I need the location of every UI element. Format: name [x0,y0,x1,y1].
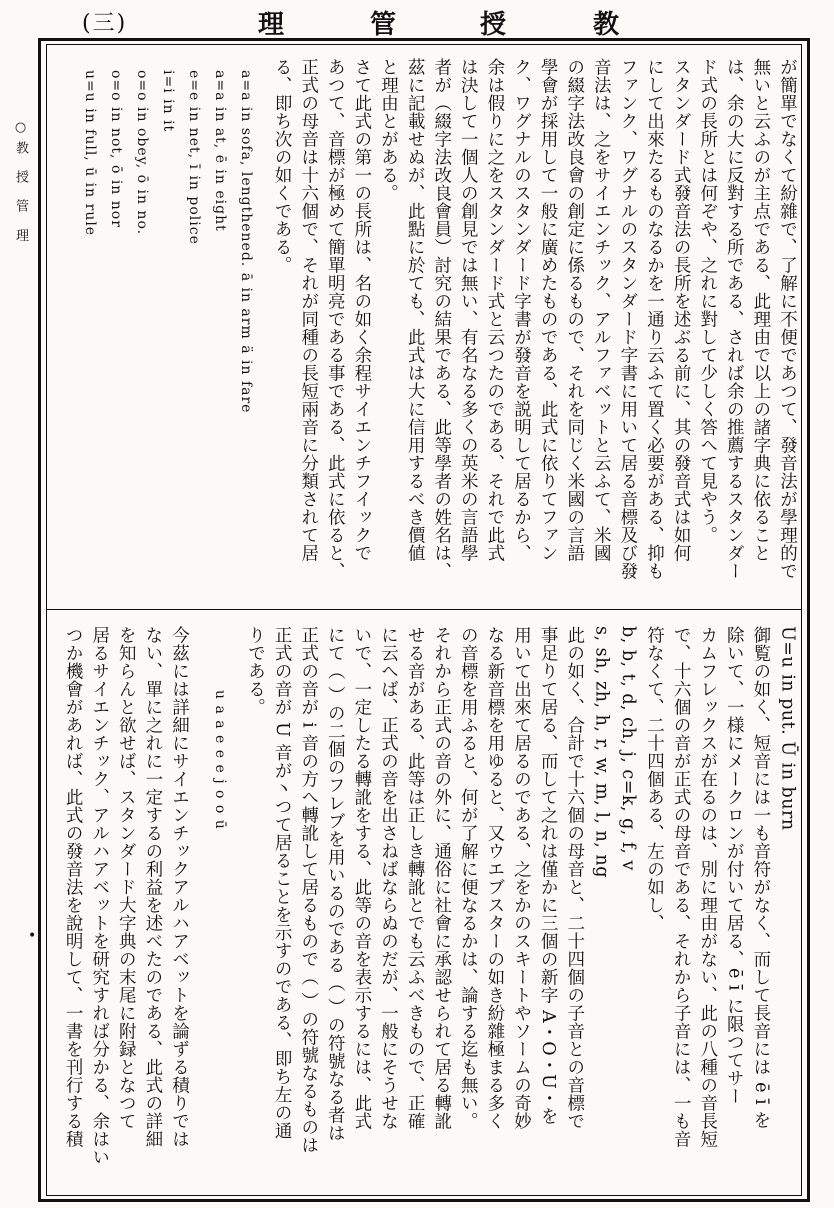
text-column: b, b, t, d, ch, j, c=k, g, f, v [617,626,638,871]
section-divider [46,609,802,610]
text-column: は決して一個人の創見では無い、有名なる多くの英米の言語學 [458,58,479,562]
text-column: i=i in it [160,70,176,133]
text-column: 用いて出來て居るのである、之をかのスキートやソームの奇妙 [511,626,532,1130]
page-header [0,0,834,40]
text-column: さて此式の第一の長所は、名の如く余程サイエンチフイックで [351,58,372,562]
text-column: 者が（綴字法改良會員）討究の結果である、此等學者の姓名は、 [431,58,452,580]
text-column: が簡單でなくて紛雜で、了解に不便であつて、發音法が學理的で [777,58,798,580]
title-char: 教 [593,10,620,40]
text-column: e=e in net, ī in police [186,70,202,245]
text-column: あつて、音標が極めて簡單明亮である事である、此式に依ると、 [325,58,346,580]
text-column: o=o in not, ō in nor [108,70,124,228]
text-column: ク、ワグナルのスタンダード字書が發音を説明して居るから、 [511,58,532,562]
title-char: 授 [480,10,507,40]
text-column: 除いて、一様にメークロンが付いて居る、ē ī に限つてサー [724,626,745,1106]
text-column: の音標を用ふると、何が了解に便なるかは、論する迄も無い。 [458,626,479,1130]
text-column: 居るサイエンチック、アルハアベットを研究すれば分かる、余はい [89,626,110,1166]
text-column: それから正式の音の外に、通俗に社會に承認せられて居る轉訛 [431,626,452,1130]
margin-dot: • [28,928,37,944]
text-column: 正式の母音は十六個で、それが同種の長短兩音に分類されて居 [298,58,319,562]
text-column: は、余の大に反對する所である、されば余の推薦するスタンダー [724,58,745,580]
text-column: せる音がある、此等は正しき轉訛とでも云ふべきもので、正確 [405,626,426,1130]
text-column: a=a in at, ē in eight [212,70,228,232]
text-column: カムフレックスが在るのは、別に理由がない、此の八種の音長短 [697,626,718,1148]
text-column: 無いと云ふのが主点である、此理由で以上の諸字典に依ること [750,58,771,562]
text-column: o=o in obey, ō in no. [134,70,150,236]
text-column: 茲に記載せぬが、此點に於ても、此式は大に信用するべき價値 [405,58,426,562]
text-column: 學會が採用して一般に廣めたものである、此式に依りてファン [538,58,559,562]
text-column: U=u in put. Ū in burn [777,626,798,831]
text-column: りである。 [245,626,266,716]
text-column: ド式の長所とは何ぞや、之れに對して少しく答へて見やう。 [697,58,718,544]
text-column: u=u in full, ū in rule [82,70,98,237]
text-column: なる新音標を用ゆると、又ウエブスターの如き紛雜極まる多く [484,626,505,1130]
text-column: 符なくて、二十四個ある、左の如し、 [644,626,665,932]
text-column: 正式の音が i 音の方へ轉訛して居るもので（ ）の符號なるものは [298,626,319,1155]
text-column: の綴字法改良會の創定に係るもので、それを同じく米國の言語 [564,58,585,562]
title-char: 管 [370,10,397,40]
text-column: 音法は、之をサイエンチック、アルファベットと云ふて、米國 [591,58,612,562]
text-column: いで、一定したる轉訛をする、此等の音を表示するには、此式 [351,626,372,1130]
text-column: スタンダード式發音法の長所を述ぶる前に、其の發音式は如何 [671,58,692,562]
text-column: 事足りて居る、而して之れは僅かに三個の新字 A・O・U・を [538,626,559,1126]
text-column: s, sh, zh, h, r, w, m, l, n, ng [591,626,612,878]
text-column: 御覧の如く、短音には一も音符がなく、而して長音には ē ī を [750,626,771,1130]
page-number: (三) [82,11,128,36]
text-column: 正式の音が U 音が丶つて居ることを示すのである、即ち左の通 [272,626,293,1140]
text-column: で、十六個の音が正式の母音である、それから子音には、一も音 [671,626,692,1148]
text-column: つか機會があれば、此式の發音法を說明して、一書を刊行する積 [63,626,84,1148]
text-column: にて（ ）の二個のフレブを用いるのである（ ）の符號なる者は [325,626,346,1143]
text-column: る、即ち次の如くである。 [272,58,293,274]
text-column: 此の如く、合計で十六個の母音と、二十四個の子音との音標で [564,626,585,1130]
text-column: 余は假りに之をスタンダード式と云つたのである、それで此式 [484,58,505,562]
text-column: ない、單に之れに一定するの利益を述べたのである、此式の詳細 [142,626,163,1148]
side-margin-title: ○教 授 管 理 [13,120,28,248]
text-column: を知らんと欲せば、スタンダード大字典の末尾に附録となつて [116,626,137,1130]
text-column: ファンク、ワグナルのスタンダード字書に用いて居る音標及び發 [617,58,638,580]
text-column: 今茲には詳細にサイエンチックアルハアベットを論ずる積りでは [169,626,190,1148]
symbol-row: u a a e e e j o o ū [212,690,228,830]
title-char: 理 [258,10,285,40]
text-column: にして出來たるものなるかを一通り云ふて置く必要がある、抑も [644,58,665,580]
text-column: に云へば、正式の音を出さねばならぬのだが、一般にそうせな [378,626,399,1130]
text-column: a=a in sofa, lengthened. ā in arm ä in fare [238,70,254,414]
text-column: と理由とがある。 [378,58,399,202]
